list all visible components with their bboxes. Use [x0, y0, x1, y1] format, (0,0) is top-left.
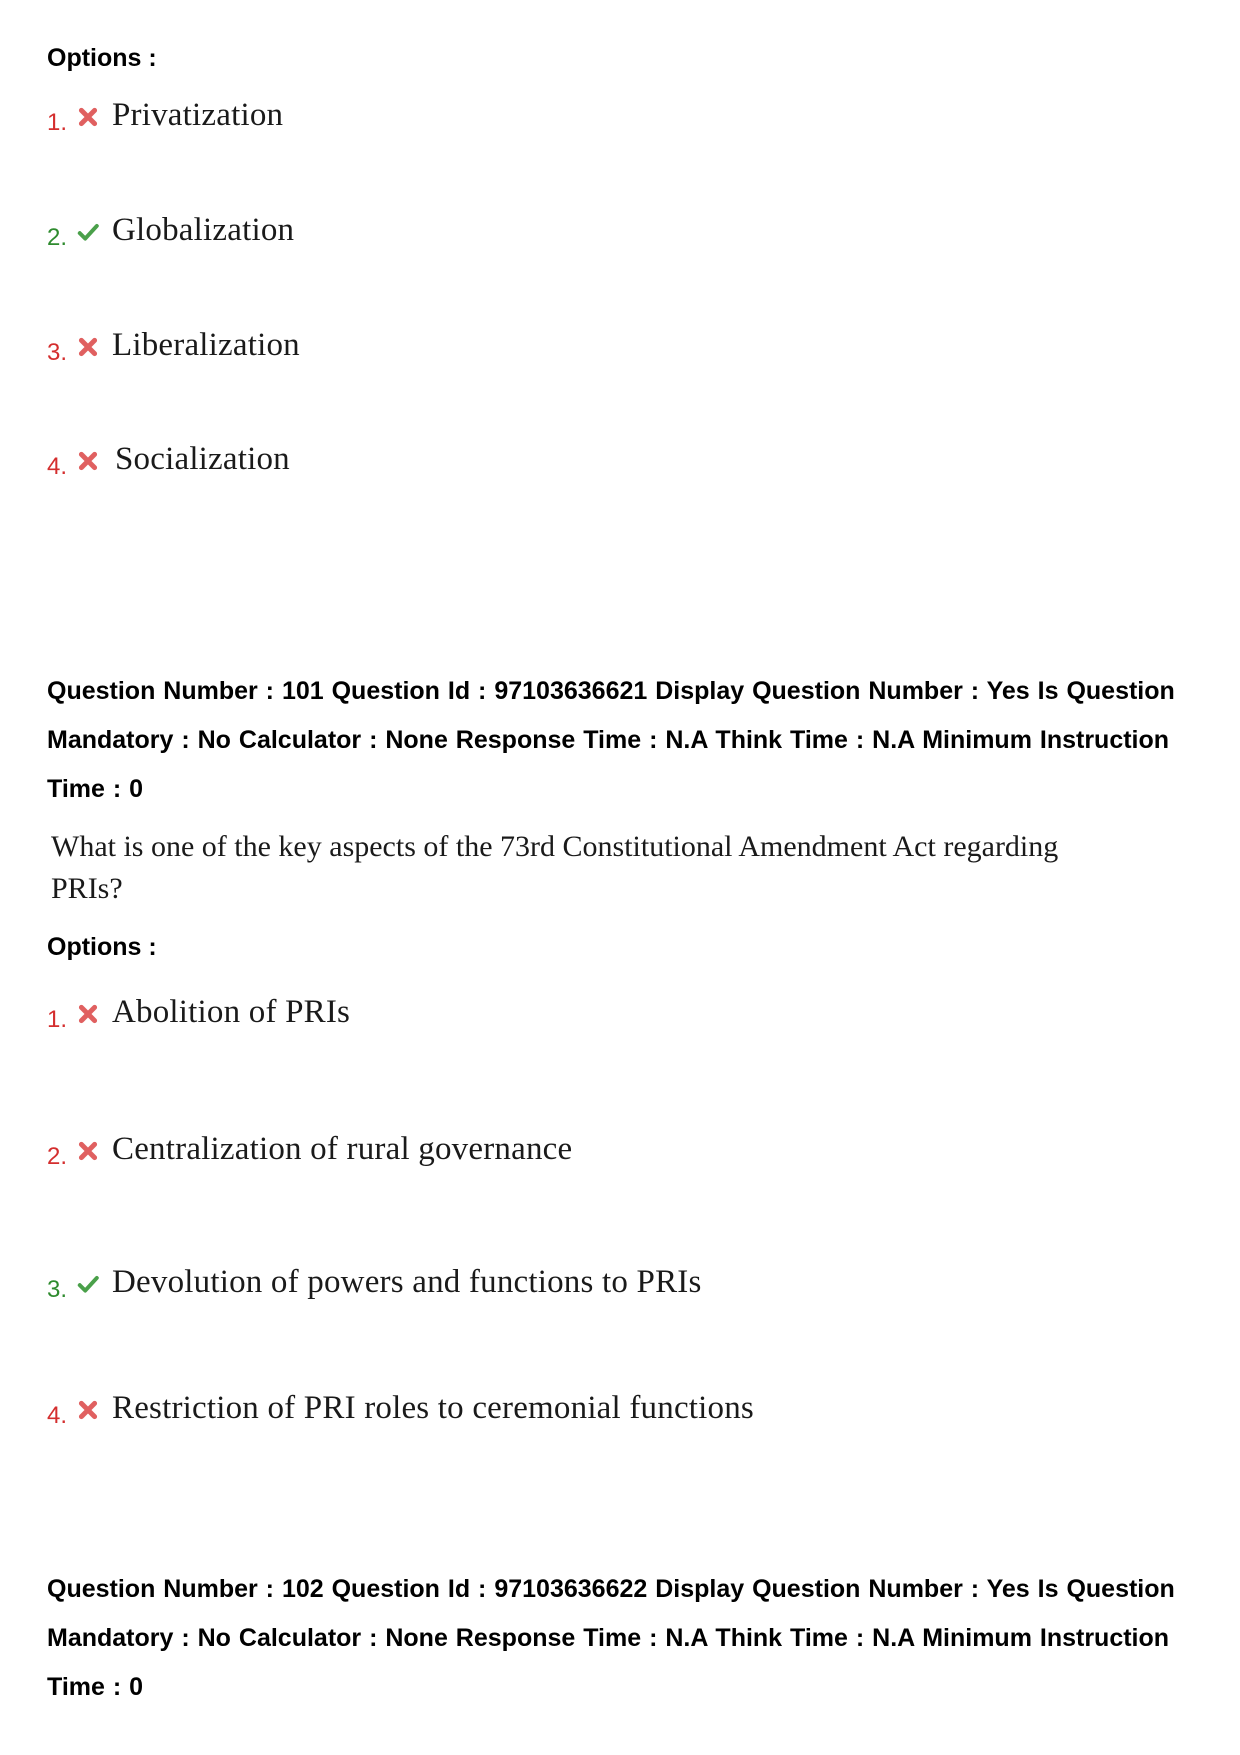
cross-icon: [77, 1003, 99, 1025]
question-meta-line: Time : 0: [47, 1673, 144, 1701]
question-meta-line: Time : 0: [47, 775, 144, 803]
cross-icon: [77, 336, 99, 358]
question-text-line: What is one of the key aspects of the 73rd Constitutional Amendment Act regarding: [51, 830, 1059, 863]
cross-icon: [77, 106, 99, 128]
option-text: Privatization: [112, 97, 284, 133]
option-item: [47, 212, 1147, 256]
option-item: [47, 1264, 1147, 1308]
question-text: [51, 826, 1059, 910]
option-item: [47, 994, 1147, 1038]
option-number: 4.: [47, 453, 68, 480]
question-meta-line: Mandatory : No Calculator : None Response Time : N.A Think Time : N.A Minimum Instruction: [47, 1624, 1170, 1652]
option-number: 2.: [47, 1143, 68, 1170]
options-label: Options :: [47, 44, 157, 72]
question-meta: [47, 667, 1207, 814]
question-text-line: PRIs?: [51, 872, 123, 905]
option-item: [47, 1390, 1147, 1434]
option-item: [47, 97, 1147, 141]
cross-icon: [77, 450, 99, 472]
options-label: Options :: [47, 933, 157, 961]
option-number: 3.: [47, 339, 68, 366]
check-icon: [77, 1273, 99, 1295]
check-icon: [77, 221, 99, 243]
cross-icon: [77, 1399, 99, 1421]
question-meta-line: Mandatory : No Calculator : None Response Time : N.A Think Time : N.A Minimum Instruction: [47, 726, 1170, 754]
option-text: Socialization: [115, 441, 290, 477]
option-item: [47, 327, 1147, 371]
option-text: Devolution of powers and functions to PRIs: [112, 1264, 702, 1300]
question-meta: [47, 1565, 1207, 1712]
option-text: Centralization of rural governance: [112, 1131, 573, 1167]
cross-icon: [77, 1140, 99, 1162]
option-number: 1.: [47, 1006, 68, 1033]
option-text: Liberalization: [112, 327, 300, 363]
option-text: Globalization: [112, 212, 295, 248]
option-number: 1.: [47, 109, 68, 136]
option-item: [47, 441, 1147, 485]
option-number: 3.: [47, 1276, 68, 1303]
option-number: 4.: [47, 1402, 68, 1429]
option-text: Restriction of PRI roles to ceremonial functions: [112, 1390, 754, 1426]
option-number: 2.: [47, 224, 68, 251]
question-meta-line: Question Number : 102 Question Id : 97103636622 Display Question Number : Yes Is Question: [47, 1575, 1175, 1603]
question-meta-line: Question Number : 101 Question Id : 97103636621 Display Question Number : Yes Is Question: [47, 677, 1175, 705]
option-text: Abolition of PRIs: [112, 994, 351, 1030]
option-item: [47, 1131, 1147, 1175]
